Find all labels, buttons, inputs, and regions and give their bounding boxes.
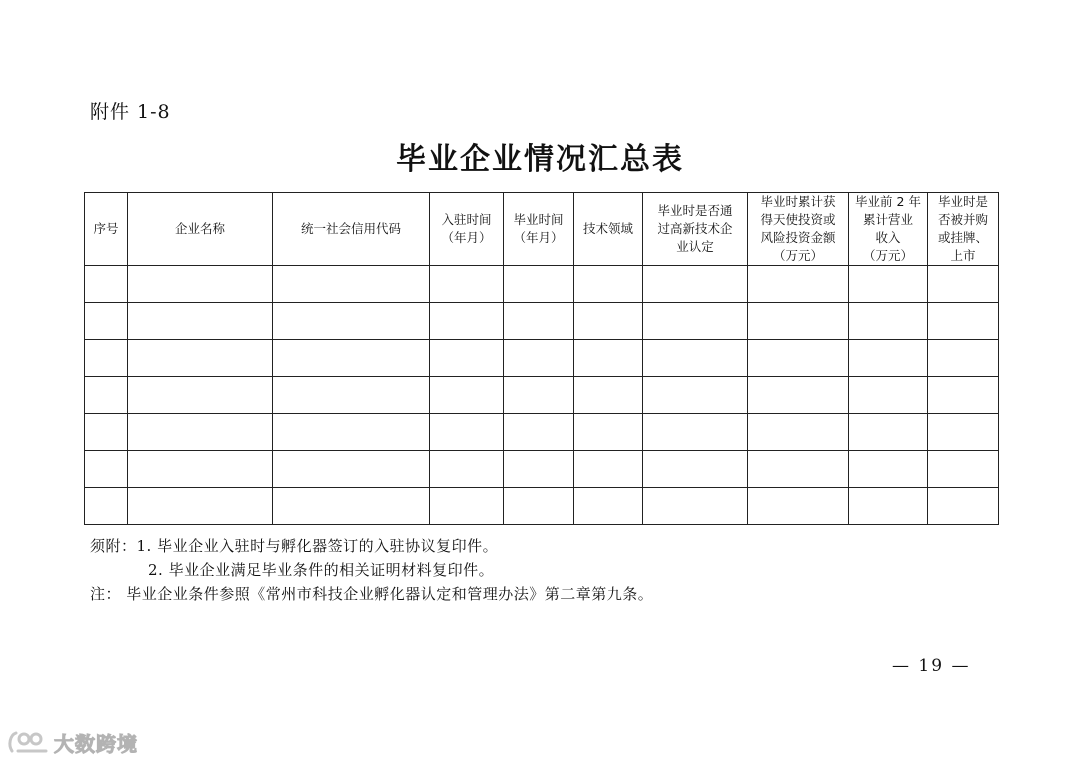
table-cell [928, 340, 999, 377]
table-cell [849, 266, 928, 303]
table-cell [748, 340, 849, 377]
table-cell [504, 451, 574, 488]
table-cell [85, 488, 128, 525]
page-title: 毕业企业情况汇总表 [396, 142, 684, 177]
table-cell [849, 414, 928, 451]
table-cell [430, 451, 504, 488]
table-cell [849, 451, 928, 488]
table-cell [128, 451, 273, 488]
table-cell [643, 377, 748, 414]
table-cell [430, 340, 504, 377]
note-line-1: 须附：1. 毕业企业入驻时与孵化器签订的入驻协议复印件。 [90, 537, 499, 555]
table-cell [273, 303, 430, 340]
attachment-label: 附件 1-8 [90, 101, 171, 123]
table-cell [748, 414, 849, 451]
table-row [85, 340, 999, 377]
table-cell [504, 377, 574, 414]
table-cell [430, 488, 504, 525]
table-row [85, 414, 999, 451]
table-cell [643, 414, 748, 451]
table-row [85, 266, 999, 303]
table-cell [574, 414, 643, 451]
table-cell [574, 266, 643, 303]
header-graduation-date: 毕业时间 （年月） [504, 193, 574, 266]
table-row [85, 451, 999, 488]
watermark [6, 727, 138, 757]
table-cell [430, 303, 504, 340]
table-cell [273, 414, 430, 451]
table-cell [748, 377, 849, 414]
table-cell [928, 266, 999, 303]
header-credit-code: 统一社会信用代码 [273, 193, 430, 266]
table-header-row [85, 193, 999, 266]
table-cell [85, 414, 128, 451]
header-entry-date: 入驻时间 （年月） [430, 193, 504, 266]
table-cell [430, 377, 504, 414]
table-cell [430, 266, 504, 303]
table-cell [849, 340, 928, 377]
table-cell [273, 340, 430, 377]
table-cell [748, 266, 849, 303]
notes [90, 534, 653, 606]
table-cell [643, 303, 748, 340]
watermark-logo-icon [6, 727, 50, 757]
table-cell [128, 303, 273, 340]
table-cell [128, 377, 273, 414]
table-cell [128, 414, 273, 451]
table-cell [849, 377, 928, 414]
table-cell [504, 488, 574, 525]
table-cell [643, 340, 748, 377]
table-cell [574, 488, 643, 525]
header-company-name: 企业名称 [128, 193, 273, 266]
table-cell [128, 488, 273, 525]
table-cell [273, 266, 430, 303]
table-cell [849, 303, 928, 340]
table-cell [574, 340, 643, 377]
header-index: 序号 [85, 193, 128, 266]
table-cell [643, 488, 748, 525]
table-cell [273, 377, 430, 414]
table-cell [574, 377, 643, 414]
table-cell [128, 266, 273, 303]
table-cell [928, 488, 999, 525]
table-cell [574, 451, 643, 488]
header-investment-amount: 毕业时累计获 得天使投资或 风险投资金额 （万元） [748, 193, 849, 266]
header-acquired-listed: 毕业时是 否被并购 或挂牌、 上市 [928, 193, 999, 266]
table-row [85, 377, 999, 414]
summary-table [84, 192, 999, 525]
table-cell [748, 488, 849, 525]
table-row [85, 303, 999, 340]
table-cell [928, 377, 999, 414]
table-cell [128, 340, 273, 377]
table-cell [85, 451, 128, 488]
header-tech-field: 技术领域 [574, 193, 643, 266]
table-cell [504, 340, 574, 377]
table-cell [928, 451, 999, 488]
table-cell [849, 488, 928, 525]
table-cell [273, 451, 430, 488]
header-revenue: 毕业前 2 年 累计营业 收入 （万元） [849, 193, 928, 266]
table-cell [85, 266, 128, 303]
table-cell [643, 266, 748, 303]
table-cell [85, 377, 128, 414]
table-cell [928, 303, 999, 340]
note-line-2: 2. 毕业企业满足毕业条件的相关证明材料复印件。 [148, 561, 495, 579]
table-cell [643, 451, 748, 488]
note-line-3: 注： 毕业企业条件参照《常州市科技企业孵化器认定和管理办法》第二章第九条。 [90, 585, 654, 603]
table-cell [748, 303, 849, 340]
table-cell [574, 303, 643, 340]
table-cell [504, 303, 574, 340]
table-row [85, 488, 999, 525]
page-number: — 19 — [892, 656, 971, 676]
table-cell [85, 340, 128, 377]
table-cell [85, 303, 128, 340]
table-cell [430, 414, 504, 451]
watermark-text: 大数跨境 [54, 731, 138, 756]
table-cell [273, 488, 430, 525]
table-cell [748, 451, 849, 488]
header-high-tech-certified: 毕业时是否通 过高新技术企 业认定 [643, 193, 748, 266]
table-body [85, 266, 999, 525]
table-cell [504, 266, 574, 303]
table-cell [928, 414, 999, 451]
table-cell [504, 414, 574, 451]
